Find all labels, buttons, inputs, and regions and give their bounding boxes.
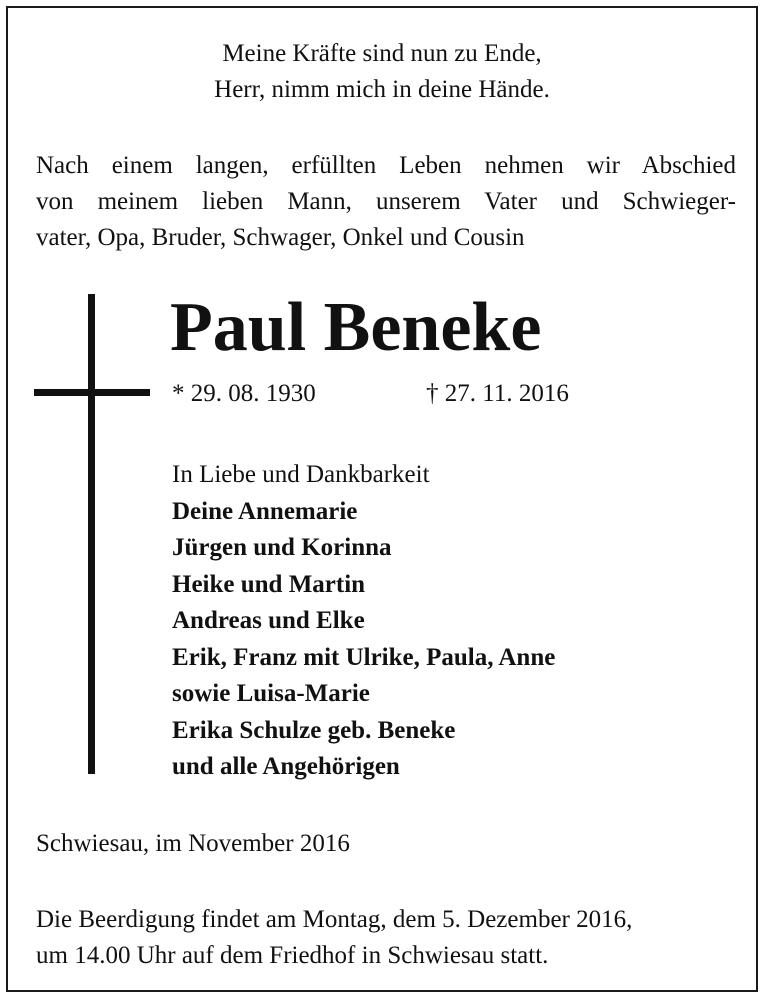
cross-icon-bar <box>34 389 150 396</box>
mourner-line: sowie Luisa-Marie <box>172 680 370 707</box>
mourner-line: Deine Annemarie <box>172 497 358 525</box>
mourner-line: Andreas und Elke <box>172 607 365 634</box>
mourners-lead: In Liebe und Dankbarkeit <box>172 461 430 488</box>
mourners-list <box>172 457 555 786</box>
funeral-line-2: um 14.00 Uhr auf dem Friedhof in Schwiesau statt. <box>36 942 549 969</box>
funeral-info <box>36 902 736 974</box>
place-date: Schwiesau, im November 2016 <box>36 830 350 857</box>
deceased-name: Paul Beneke <box>170 289 542 366</box>
death-date: † 27. 11. 2016 <box>426 380 569 407</box>
mourner-line: Erika Schulze geb. Beneke <box>172 716 456 744</box>
mourner-line: Heike und Martin <box>172 570 366 598</box>
verse <box>8 36 756 108</box>
mourner-line: und alle Angehörigen <box>172 753 400 780</box>
intro-line-1: Nach einem langen, erfüllten Leben nehmen wir Abschied <box>36 152 736 179</box>
verse-line-1: Meine Kräfte sind nun zu Ende, <box>222 40 542 67</box>
cross-icon <box>88 294 95 774</box>
mourner-line: Jürgen und Korinna <box>172 534 392 561</box>
intro-text <box>36 148 736 256</box>
verse-line-2: Herr, nimm mich in deine Hände. <box>214 76 550 103</box>
intro-line-3: vater, Opa, Bruder, Schwager, Onkel und Cousin <box>36 224 525 251</box>
funeral-line-1: Die Beerdigung findet am Montag, dem 5. Dezember 2016, <box>36 906 633 933</box>
intro-line-2: von meinem lieben Mann, unserem Vater und Schwieger- <box>36 188 736 215</box>
birth-date: * 29. 08. 1930 <box>172 380 316 407</box>
mourner-line: Erik, Franz mit Ulrike, Paula, Anne <box>172 643 556 671</box>
obituary-notice <box>6 6 758 992</box>
